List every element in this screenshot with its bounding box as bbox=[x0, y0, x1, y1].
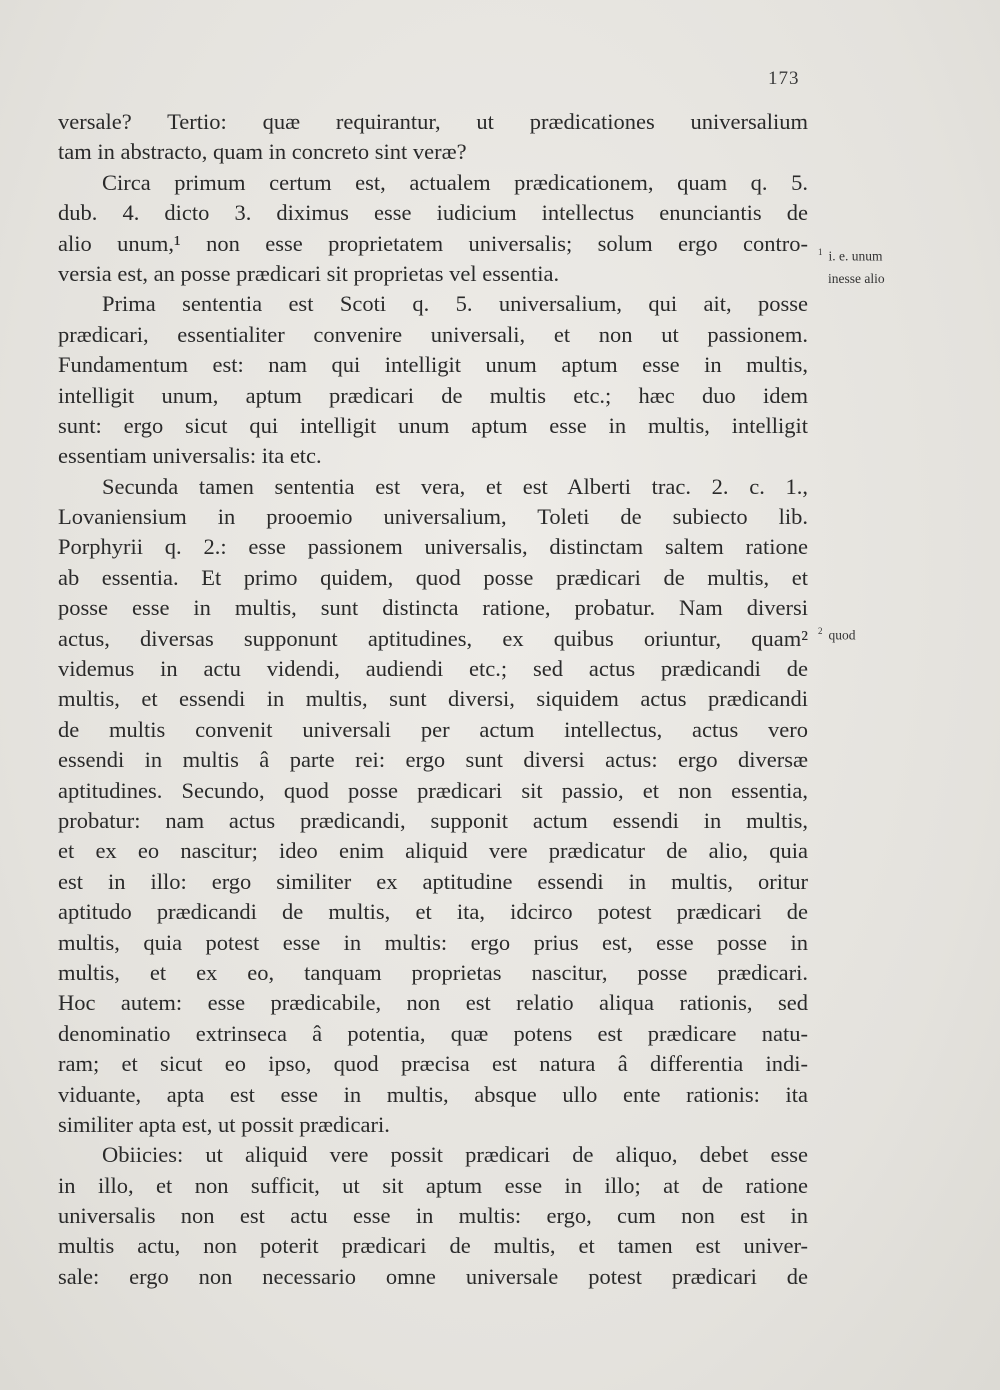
text-line: in illo, et non sufficit, ut sit aptum esse in illo; at de ratione bbox=[58, 1172, 808, 1198]
text-line: actus, diversas supponunt aptitudines, ex quibus oriuntur, quam² bbox=[58, 625, 808, 651]
text-line: essendi in multis â parte rei: ergo sunt diversi actus: ergo diversæ bbox=[58, 747, 808, 773]
text-line: sunt: ergo sicut qui intelligit unum aptum esse in multis, intelligit bbox=[58, 412, 808, 438]
text-line: multis, quia potest esse in multis: ergo prius est, esse posse in bbox=[58, 929, 808, 955]
text-line: Hoc autem: esse prædicabile, non est relatio aliqua rationis, sed bbox=[58, 990, 808, 1016]
text-line: de multis convenit universali per actum intellectus, actus vero bbox=[58, 716, 808, 742]
text-line: sale: ergo non necessario omne universale potest prædicari de bbox=[58, 1263, 808, 1289]
text-line: essentiam universalis: ita etc. bbox=[58, 443, 322, 469]
main-text bbox=[58, 107, 808, 1292]
text-line: Porphyrii q. 2.: esse passionem universalis, distinctam saltem ratione bbox=[58, 534, 808, 560]
note-text: quod bbox=[828, 627, 856, 643]
text-line: alio unum,¹ non esse proprietatem universalis; solum ergo contro- bbox=[58, 230, 808, 256]
text-line: aptitudines. Secundo, quod posse prædicari sit passio, et non essentia, bbox=[58, 777, 808, 803]
paragraph bbox=[58, 472, 808, 1141]
paragraph bbox=[58, 168, 808, 290]
margin-note bbox=[818, 241, 885, 290]
note-text: i. e. unum bbox=[828, 248, 883, 264]
text-line: versale? Tertio: quæ requirantur, ut prædicationes universalium bbox=[58, 109, 808, 134]
text-line: est in illo: ergo similiter ex aptitudine essendi in multis, oritur bbox=[58, 868, 808, 894]
text-line: Circa primum certum est, actualem prædicationem, quam q. 5. bbox=[102, 169, 808, 195]
text-line: Fundamentum est: nam qui intelligit unum aptum esse in multis, bbox=[58, 352, 808, 378]
text-line: probatur: nam actus prædicandi, supponit actum essendi in multis, bbox=[58, 807, 808, 833]
text-line: intelligit unum, aptum prædicari de multis etc.; hæc duo idem bbox=[58, 382, 808, 408]
page-number: 173 bbox=[768, 68, 800, 89]
paragraph bbox=[58, 1140, 808, 1292]
text-line: prædicari, essentialiter convenire universali, et non ut passionem. bbox=[58, 321, 808, 347]
text-line: viduante, apta est esse in multis, absque ullo ente rationis: ita bbox=[58, 1081, 808, 1107]
text-line: versia est, an posse prædicari sit proprietas vel essentia. bbox=[58, 260, 560, 286]
text-line: ram; et sicut eo ipso, quod præcisa est natura â differentia indi- bbox=[58, 1051, 808, 1077]
text-line: Obiicies: ut aliquid vere possit prædicari de aliquo, debet esse bbox=[102, 1142, 808, 1168]
paragraph bbox=[58, 289, 808, 471]
text-line: videmus in actu videndi, audiendi etc.; sed actus prædicandi de bbox=[58, 656, 808, 682]
text-line: ab essentia. Et primo quidem, quod posse prædicari de multis, et bbox=[58, 564, 808, 590]
note-text: inesse alio bbox=[828, 270, 885, 286]
text-line: denominatio extrinseca â potentia, quæ potens est prædicare natu- bbox=[58, 1020, 808, 1046]
text-line: multis, et ex eo, tanquam proprietas nascitur, posse prædicari. bbox=[58, 959, 808, 985]
margin-note bbox=[818, 620, 856, 647]
text-line: tam in abstracto, quam in concreto sint veræ? bbox=[58, 139, 467, 165]
text-line: multis actu, non poterit prædicari de multis, et tamen est univer- bbox=[58, 1233, 808, 1259]
text-line: universalis non est actu esse in multis: ergo, cum non est in bbox=[58, 1203, 808, 1229]
note-number: 2 bbox=[818, 626, 823, 636]
text-line: dub. 4. dicto 3. diximus esse iudicium intellectus enunciantis de bbox=[58, 200, 808, 226]
paragraph bbox=[58, 107, 808, 168]
text-line: multis, et essendi in multis, sunt diversi, siquidem actus prædicandi bbox=[58, 686, 808, 712]
text-line: et ex eo nascitur; ideo enim aliquid vere prædicatur de alio, quia bbox=[58, 838, 808, 864]
text-line: similiter apta est, ut possit prædicari. bbox=[58, 1111, 390, 1137]
text-line: Prima sententia est Scoti q. 5. universalium, qui ait, posse bbox=[102, 291, 808, 317]
text-line: Secunda tamen sententia est vera, et est Alberti trac. 2. c. 1., bbox=[102, 473, 808, 499]
text-line: aptitudo prædicandi de multis, et ita, idcirco potest prædicari de bbox=[58, 899, 808, 925]
text-line: Lovaniensium in prooemio universalium, Toleti de subiecto lib. bbox=[58, 504, 808, 530]
note-number: 1 bbox=[818, 247, 823, 257]
text-line: posse esse in multis, sunt distincta ratione, probatur. Nam diversi bbox=[58, 595, 808, 621]
